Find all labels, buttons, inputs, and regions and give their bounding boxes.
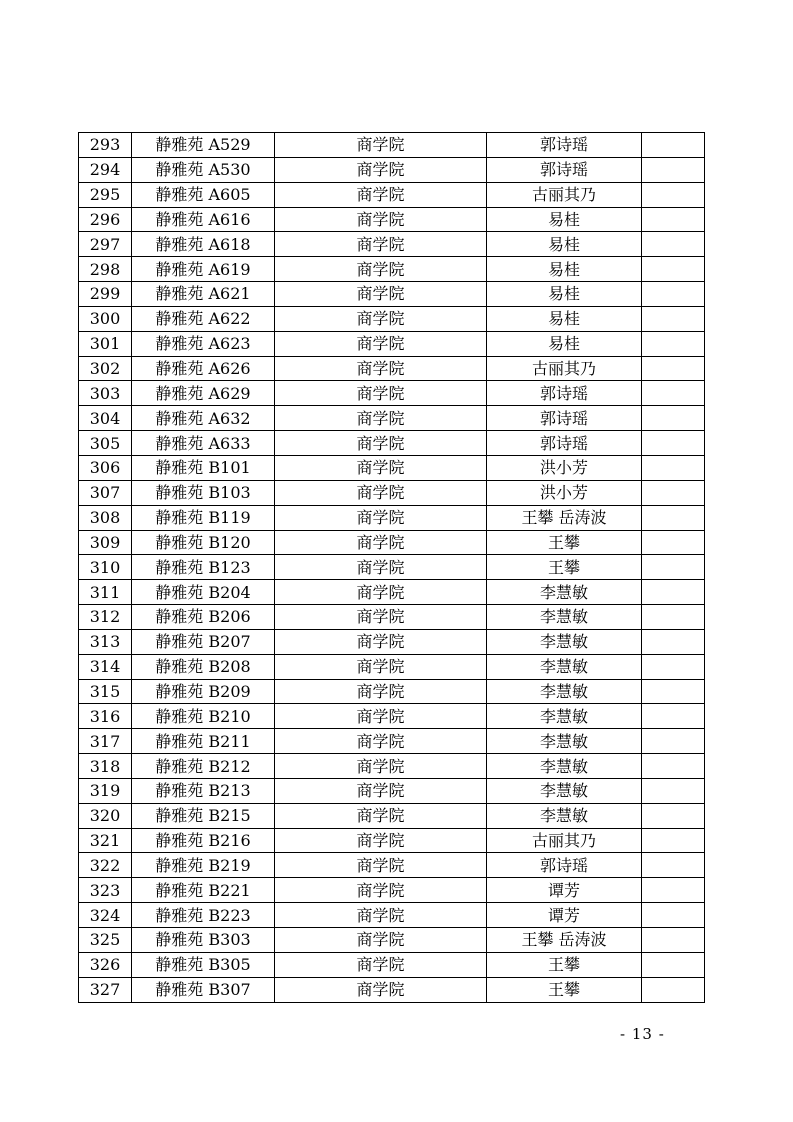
college-cell: 商学院 bbox=[275, 282, 487, 307]
responsible-person-cell: 古丽其乃 bbox=[487, 828, 642, 853]
page-number: - 13 - bbox=[620, 1025, 665, 1043]
room-cell: 静雅苑 B307 bbox=[132, 977, 275, 1002]
room-cell: 静雅苑 A618 bbox=[132, 232, 275, 257]
row-number-cell: 300 bbox=[79, 306, 132, 331]
row-number-cell: 304 bbox=[79, 406, 132, 431]
table-row bbox=[79, 778, 705, 803]
table-row bbox=[79, 480, 705, 505]
college-cell: 商学院 bbox=[275, 306, 487, 331]
responsible-person-cell: 易桂 bbox=[487, 207, 642, 232]
table-row bbox=[79, 356, 705, 381]
college-cell: 商学院 bbox=[275, 331, 487, 356]
responsible-person-cell: 郭诗瑶 bbox=[487, 133, 642, 158]
table-row bbox=[79, 455, 705, 480]
table-row bbox=[79, 977, 705, 1002]
remark-cell bbox=[642, 778, 705, 803]
college-cell: 商学院 bbox=[275, 356, 487, 381]
row-number-cell: 323 bbox=[79, 878, 132, 903]
remark-cell bbox=[642, 480, 705, 505]
room-cell: 静雅苑 B123 bbox=[132, 555, 275, 580]
table-row bbox=[79, 605, 705, 630]
responsible-person-cell: 李慧敏 bbox=[487, 629, 642, 654]
row-number-cell: 299 bbox=[79, 282, 132, 307]
responsible-person-cell: 王攀 bbox=[487, 530, 642, 555]
responsible-person-cell: 李慧敏 bbox=[487, 704, 642, 729]
row-number-cell: 325 bbox=[79, 928, 132, 953]
college-cell: 商学院 bbox=[275, 157, 487, 182]
room-cell: 静雅苑 A616 bbox=[132, 207, 275, 232]
row-number-cell: 311 bbox=[79, 580, 132, 605]
remark-cell bbox=[642, 928, 705, 953]
room-cell: 静雅苑 B119 bbox=[132, 505, 275, 530]
remark-cell bbox=[642, 903, 705, 928]
college-cell: 商学院 bbox=[275, 853, 487, 878]
row-number-cell: 326 bbox=[79, 952, 132, 977]
room-cell: 静雅苑 A619 bbox=[132, 257, 275, 282]
table-body bbox=[79, 133, 705, 1003]
room-cell: 静雅苑 B223 bbox=[132, 903, 275, 928]
room-cell: 静雅苑 B215 bbox=[132, 803, 275, 828]
responsible-person-cell: 易桂 bbox=[487, 282, 642, 307]
table-row bbox=[79, 207, 705, 232]
row-number-cell: 319 bbox=[79, 778, 132, 803]
room-cell: 静雅苑 B210 bbox=[132, 704, 275, 729]
remark-cell bbox=[642, 754, 705, 779]
college-cell: 商学院 bbox=[275, 803, 487, 828]
responsible-person-cell: 李慧敏 bbox=[487, 580, 642, 605]
college-cell: 商学院 bbox=[275, 679, 487, 704]
room-cell: 静雅苑 B221 bbox=[132, 878, 275, 903]
room-cell: 静雅苑 A621 bbox=[132, 282, 275, 307]
remark-cell bbox=[642, 431, 705, 456]
responsible-person-cell: 谭芳 bbox=[487, 903, 642, 928]
remark-cell bbox=[642, 530, 705, 555]
table-row bbox=[79, 381, 705, 406]
room-cell: 静雅苑 A633 bbox=[132, 431, 275, 456]
row-number-cell: 305 bbox=[79, 431, 132, 456]
remark-cell bbox=[642, 381, 705, 406]
table-row bbox=[79, 629, 705, 654]
remark-cell bbox=[642, 878, 705, 903]
remark-cell bbox=[642, 356, 705, 381]
college-cell: 商学院 bbox=[275, 455, 487, 480]
responsible-person-cell: 郭诗瑶 bbox=[487, 853, 642, 878]
remark-cell bbox=[642, 232, 705, 257]
room-cell: 静雅苑 B209 bbox=[132, 679, 275, 704]
row-number-cell: 320 bbox=[79, 803, 132, 828]
responsible-person-cell: 王攀 bbox=[487, 555, 642, 580]
table-row bbox=[79, 704, 705, 729]
room-cell: 静雅苑 B216 bbox=[132, 828, 275, 853]
responsible-person-cell: 王攀 岳涛波 bbox=[487, 505, 642, 530]
room-cell: 静雅苑 A529 bbox=[132, 133, 275, 158]
row-number-cell: 302 bbox=[79, 356, 132, 381]
room-cell: 静雅苑 A605 bbox=[132, 182, 275, 207]
remark-cell bbox=[642, 406, 705, 431]
row-number-cell: 307 bbox=[79, 480, 132, 505]
table-row bbox=[79, 306, 705, 331]
college-cell: 商学院 bbox=[275, 406, 487, 431]
row-number-cell: 314 bbox=[79, 654, 132, 679]
college-cell: 商学院 bbox=[275, 257, 487, 282]
room-cell: 静雅苑 B204 bbox=[132, 580, 275, 605]
table-row bbox=[79, 853, 705, 878]
room-cell: 静雅苑 B212 bbox=[132, 754, 275, 779]
table-row bbox=[79, 654, 705, 679]
table-row bbox=[79, 182, 705, 207]
college-cell: 商学院 bbox=[275, 133, 487, 158]
remark-cell bbox=[642, 182, 705, 207]
room-cell: 静雅苑 B103 bbox=[132, 480, 275, 505]
room-cell: 静雅苑 B211 bbox=[132, 729, 275, 754]
college-cell: 商学院 bbox=[275, 232, 487, 257]
remark-cell bbox=[642, 455, 705, 480]
row-number-cell: 321 bbox=[79, 828, 132, 853]
table-row bbox=[79, 257, 705, 282]
table-row bbox=[79, 679, 705, 704]
college-cell: 商学院 bbox=[275, 828, 487, 853]
remark-cell bbox=[642, 679, 705, 704]
remark-cell bbox=[642, 952, 705, 977]
remark-cell bbox=[642, 555, 705, 580]
row-number-cell: 308 bbox=[79, 505, 132, 530]
row-number-cell: 312 bbox=[79, 605, 132, 630]
college-cell: 商学院 bbox=[275, 580, 487, 605]
college-cell: 商学院 bbox=[275, 928, 487, 953]
college-cell: 商学院 bbox=[275, 778, 487, 803]
responsible-person-cell: 易桂 bbox=[487, 331, 642, 356]
row-number-cell: 301 bbox=[79, 331, 132, 356]
responsible-person-cell: 李慧敏 bbox=[487, 605, 642, 630]
remark-cell bbox=[642, 157, 705, 182]
row-number-cell: 310 bbox=[79, 555, 132, 580]
college-cell: 商学院 bbox=[275, 381, 487, 406]
college-cell: 商学院 bbox=[275, 654, 487, 679]
remark-cell bbox=[642, 729, 705, 754]
dormitory-assignment-table bbox=[78, 132, 705, 1003]
table-row bbox=[79, 431, 705, 456]
room-cell: 静雅苑 A629 bbox=[132, 381, 275, 406]
table-row bbox=[79, 580, 705, 605]
responsible-person-cell: 王攀 bbox=[487, 977, 642, 1002]
table-row bbox=[79, 828, 705, 853]
college-cell: 商学院 bbox=[275, 729, 487, 754]
room-cell: 静雅苑 B120 bbox=[132, 530, 275, 555]
responsible-person-cell: 王攀 岳涛波 bbox=[487, 928, 642, 953]
remark-cell bbox=[642, 331, 705, 356]
row-number-cell: 293 bbox=[79, 133, 132, 158]
responsible-person-cell: 洪小芳 bbox=[487, 480, 642, 505]
table-row bbox=[79, 928, 705, 953]
responsible-person-cell: 郭诗瑶 bbox=[487, 431, 642, 456]
responsible-person-cell: 李慧敏 bbox=[487, 679, 642, 704]
college-cell: 商学院 bbox=[275, 977, 487, 1002]
college-cell: 商学院 bbox=[275, 555, 487, 580]
college-cell: 商学院 bbox=[275, 182, 487, 207]
row-number-cell: 295 bbox=[79, 182, 132, 207]
table-row bbox=[79, 878, 705, 903]
table-row bbox=[79, 803, 705, 828]
room-cell: 静雅苑 B206 bbox=[132, 605, 275, 630]
remark-cell bbox=[642, 803, 705, 828]
room-cell: 静雅苑 A632 bbox=[132, 406, 275, 431]
remark-cell bbox=[642, 580, 705, 605]
row-number-cell: 315 bbox=[79, 679, 132, 704]
responsible-person-cell: 易桂 bbox=[487, 232, 642, 257]
responsible-person-cell: 易桂 bbox=[487, 257, 642, 282]
college-cell: 商学院 bbox=[275, 530, 487, 555]
room-cell: 静雅苑 B208 bbox=[132, 654, 275, 679]
remark-cell bbox=[642, 828, 705, 853]
table-row bbox=[79, 555, 705, 580]
remark-cell bbox=[642, 207, 705, 232]
responsible-person-cell: 李慧敏 bbox=[487, 803, 642, 828]
responsible-person-cell: 王攀 bbox=[487, 952, 642, 977]
remark-cell bbox=[642, 654, 705, 679]
table-row bbox=[79, 133, 705, 158]
remark-cell bbox=[642, 133, 705, 158]
responsible-person-cell: 洪小芳 bbox=[487, 455, 642, 480]
room-cell: 静雅苑 B213 bbox=[132, 778, 275, 803]
responsible-person-cell: 古丽其乃 bbox=[487, 182, 642, 207]
row-number-cell: 313 bbox=[79, 629, 132, 654]
college-cell: 商学院 bbox=[275, 505, 487, 530]
remark-cell bbox=[642, 282, 705, 307]
remark-cell bbox=[642, 505, 705, 530]
table-row bbox=[79, 952, 705, 977]
table-row bbox=[79, 331, 705, 356]
responsible-person-cell: 郭诗瑶 bbox=[487, 381, 642, 406]
college-cell: 商学院 bbox=[275, 704, 487, 729]
responsible-person-cell: 李慧敏 bbox=[487, 654, 642, 679]
table-row bbox=[79, 505, 705, 530]
college-cell: 商学院 bbox=[275, 431, 487, 456]
row-number-cell: 318 bbox=[79, 754, 132, 779]
room-cell: 静雅苑 A530 bbox=[132, 157, 275, 182]
row-number-cell: 296 bbox=[79, 207, 132, 232]
remark-cell bbox=[642, 306, 705, 331]
remark-cell bbox=[642, 853, 705, 878]
room-cell: 静雅苑 B207 bbox=[132, 629, 275, 654]
remark-cell bbox=[642, 257, 705, 282]
responsible-person-cell: 古丽其乃 bbox=[487, 356, 642, 381]
room-cell: 静雅苑 B219 bbox=[132, 853, 275, 878]
room-cell: 静雅苑 A623 bbox=[132, 331, 275, 356]
remark-cell bbox=[642, 977, 705, 1002]
college-cell: 商学院 bbox=[275, 754, 487, 779]
responsible-person-cell: 李慧敏 bbox=[487, 778, 642, 803]
row-number-cell: 294 bbox=[79, 157, 132, 182]
college-cell: 商学院 bbox=[275, 605, 487, 630]
responsible-person-cell: 谭芳 bbox=[487, 878, 642, 903]
table-row bbox=[79, 729, 705, 754]
table-row bbox=[79, 530, 705, 555]
room-cell: 静雅苑 A622 bbox=[132, 306, 275, 331]
room-cell: 静雅苑 A626 bbox=[132, 356, 275, 381]
row-number-cell: 317 bbox=[79, 729, 132, 754]
responsible-person-cell: 郭诗瑶 bbox=[487, 157, 642, 182]
row-number-cell: 327 bbox=[79, 977, 132, 1002]
responsible-person-cell: 易桂 bbox=[487, 306, 642, 331]
row-number-cell: 316 bbox=[79, 704, 132, 729]
table-row bbox=[79, 282, 705, 307]
college-cell: 商学院 bbox=[275, 903, 487, 928]
row-number-cell: 309 bbox=[79, 530, 132, 555]
row-number-cell: 324 bbox=[79, 903, 132, 928]
table-row bbox=[79, 157, 705, 182]
college-cell: 商学院 bbox=[275, 878, 487, 903]
responsible-person-cell: 李慧敏 bbox=[487, 729, 642, 754]
row-number-cell: 322 bbox=[79, 853, 132, 878]
college-cell: 商学院 bbox=[275, 629, 487, 654]
table-row bbox=[79, 406, 705, 431]
room-cell: 静雅苑 B305 bbox=[132, 952, 275, 977]
table-row bbox=[79, 754, 705, 779]
remark-cell bbox=[642, 605, 705, 630]
college-cell: 商学院 bbox=[275, 207, 487, 232]
table-row bbox=[79, 232, 705, 257]
remark-cell bbox=[642, 704, 705, 729]
table-row bbox=[79, 903, 705, 928]
row-number-cell: 297 bbox=[79, 232, 132, 257]
remark-cell bbox=[642, 629, 705, 654]
row-number-cell: 306 bbox=[79, 455, 132, 480]
row-number-cell: 298 bbox=[79, 257, 132, 282]
row-number-cell: 303 bbox=[79, 381, 132, 406]
college-cell: 商学院 bbox=[275, 480, 487, 505]
room-cell: 静雅苑 B101 bbox=[132, 455, 275, 480]
responsible-person-cell: 李慧敏 bbox=[487, 754, 642, 779]
college-cell: 商学院 bbox=[275, 952, 487, 977]
responsible-person-cell: 郭诗瑶 bbox=[487, 406, 642, 431]
room-cell: 静雅苑 B303 bbox=[132, 928, 275, 953]
